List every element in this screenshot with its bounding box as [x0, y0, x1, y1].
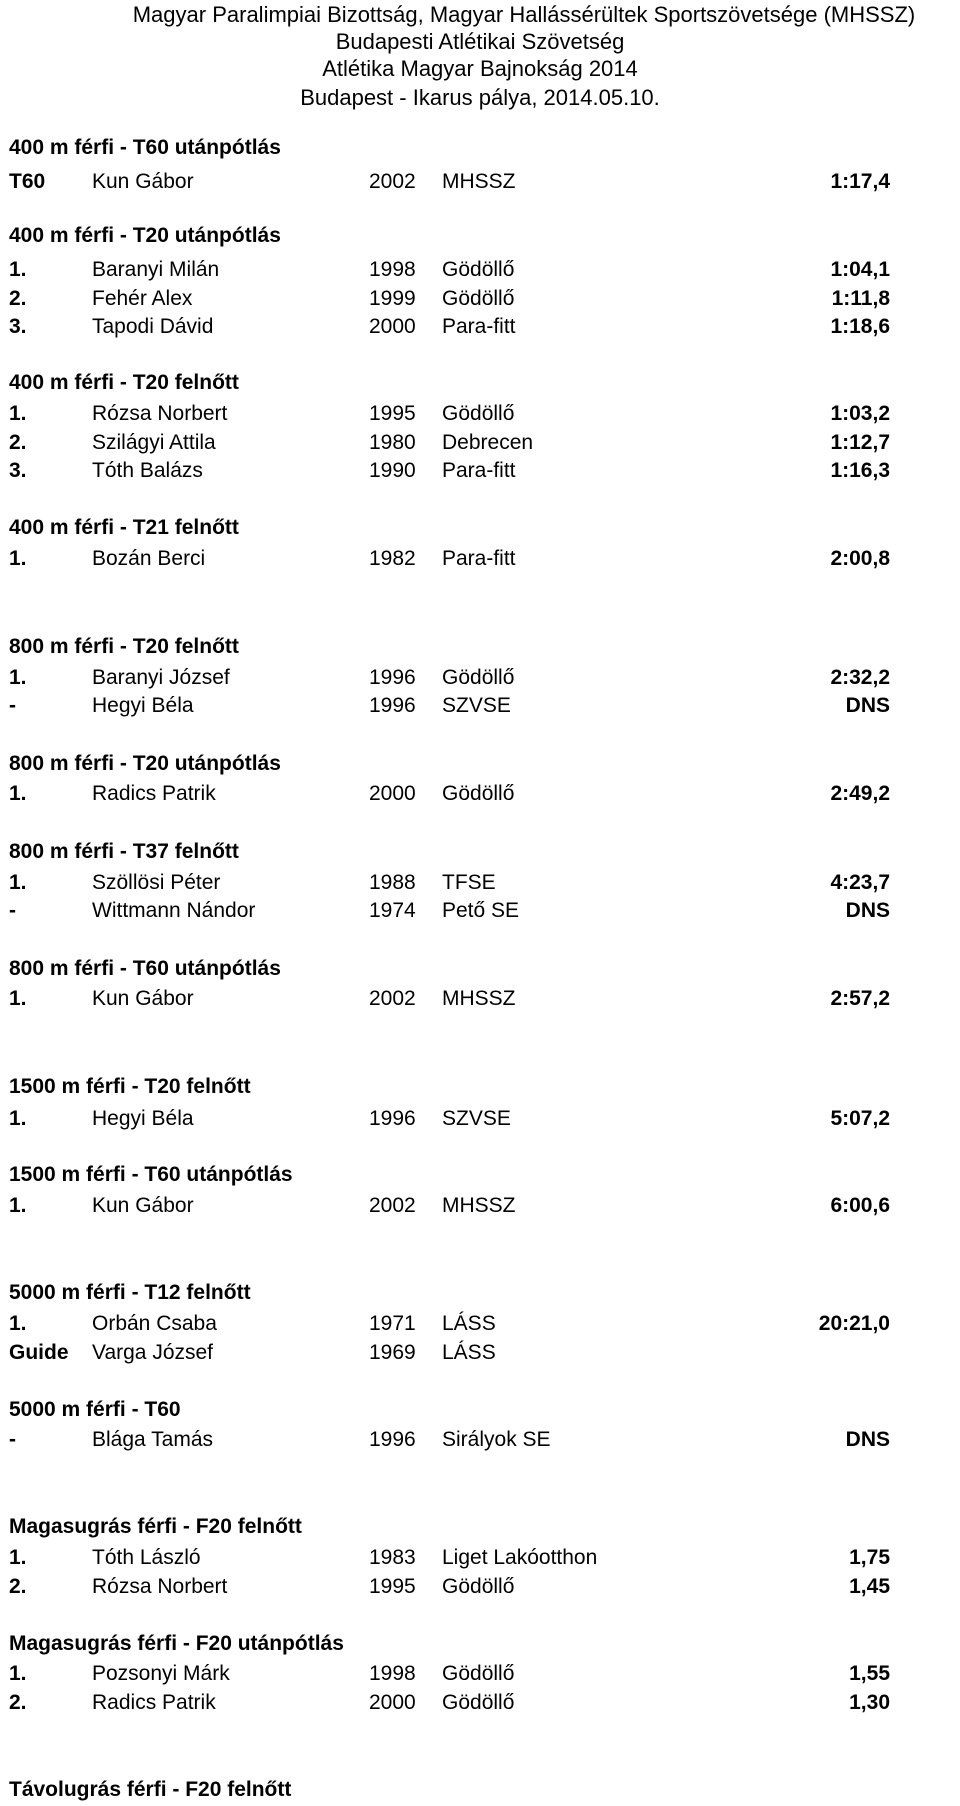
club-name: Gödöllő — [442, 782, 515, 805]
result-row — [0, 1544, 960, 1572]
birth-year: 1996 — [369, 694, 416, 717]
event-title: 800 m férfi - T60 utánpótlás — [9, 957, 281, 980]
result-value: 1:17,4 — [830, 170, 890, 193]
result-row — [0, 1310, 960, 1338]
result-value: 4:23,7 — [830, 871, 890, 894]
athlete-name: Hegyi Béla — [92, 1107, 194, 1130]
placing: 1. — [9, 987, 27, 1010]
athlete-name: Radics Patrik — [92, 782, 216, 805]
athlete-name: Tóth Balázs — [92, 459, 203, 482]
athlete-name: Kun Gábor — [92, 987, 194, 1010]
placing: - — [9, 899, 16, 922]
result-value: 2:57,2 — [830, 987, 890, 1010]
result-row — [0, 692, 960, 720]
club-name: Para-fitt — [442, 315, 516, 338]
club-name: Para-fitt — [442, 547, 516, 570]
result-value: 2:32,2 — [830, 666, 890, 689]
club-name: SZVSE — [442, 1107, 511, 1130]
birth-year: 1969 — [369, 1341, 416, 1364]
athlete-name: Kun Gábor — [92, 170, 194, 193]
result-value: DNS — [845, 694, 890, 717]
result-value: 20:21,0 — [818, 1312, 890, 1335]
result-row — [0, 985, 960, 1013]
placing: - — [9, 1428, 16, 1451]
placing: 3. — [9, 459, 27, 482]
result-row — [0, 313, 960, 341]
result-value: 2:49,2 — [830, 782, 890, 805]
result-value: 1,45 — [849, 1575, 890, 1598]
event-title: 5000 m férfi - T12 felnőtt — [9, 1281, 251, 1304]
club-name: Gödöllő — [442, 1691, 515, 1714]
event-title: 800 m férfi - T37 felnőtt — [9, 840, 239, 863]
result-row — [0, 457, 960, 485]
athlete-name: Bozán Berci — [92, 547, 206, 570]
result-value: 1:16,3 — [830, 459, 890, 482]
club-name: Gödöllő — [442, 1575, 515, 1598]
club-name: MHSSZ — [442, 170, 516, 193]
birth-year: 2002 — [369, 1194, 416, 1217]
placing: 2. — [9, 1691, 27, 1714]
result-row — [0, 429, 960, 457]
result-row — [0, 1339, 960, 1367]
result-row — [0, 780, 960, 808]
result-row — [0, 897, 960, 925]
birth-year: 1990 — [369, 459, 416, 482]
club-name: MHSSZ — [442, 1194, 516, 1217]
club-name: LÁSS — [442, 1312, 496, 1335]
result-value: 1:03,2 — [830, 402, 890, 425]
result-row — [0, 400, 960, 428]
athlete-name: Orbán Csaba — [92, 1312, 217, 1335]
birth-year: 1995 — [369, 402, 416, 425]
result-row — [0, 664, 960, 692]
athlete-name: Blága Tamás — [92, 1428, 214, 1451]
placing: 2. — [9, 1575, 27, 1598]
athlete-name: Szöllösi Péter — [92, 871, 221, 894]
result-value: 1,30 — [849, 1691, 890, 1714]
birth-year: 1980 — [369, 431, 416, 454]
event-title: 400 m férfi - T60 utánpótlás — [9, 136, 281, 159]
birth-year: 1996 — [369, 1107, 416, 1130]
placing: 2. — [9, 287, 27, 310]
athlete-name: Hegyi Béla — [92, 694, 194, 717]
athlete-name: Baranyi József — [92, 666, 230, 689]
club-name: SZVSE — [442, 694, 511, 717]
event-title: 800 m férfi - T20 utánpótlás — [9, 752, 281, 775]
event-title: 800 m férfi - T20 felnőtt — [9, 635, 239, 658]
birth-year: 2002 — [369, 987, 416, 1010]
club-name: TFSE — [442, 871, 496, 894]
birth-year: 1988 — [369, 871, 416, 894]
header-championship: Atlétika Magyar Bajnokság 2014 — [322, 56, 638, 81]
result-value: 1:18,6 — [830, 315, 890, 338]
result-row — [0, 1573, 960, 1601]
result-value: 1:04,1 — [830, 258, 890, 281]
header-organizers: Magyar Paralimpiai Bizottság, Magyar Hallássérültek Sportszövetsége (MHSSZ) — [132, 2, 916, 27]
placing: - — [9, 694, 16, 717]
athlete-name: Rózsa Norbert — [92, 402, 228, 425]
placing: 2. — [9, 431, 27, 454]
event-title: 1500 m férfi - T20 felnőtt — [9, 1075, 251, 1098]
placing: 1. — [9, 1662, 27, 1685]
club-name: Gödöllő — [442, 287, 515, 310]
placing: 1. — [9, 258, 27, 281]
placing: 1. — [9, 871, 27, 894]
result-row — [0, 168, 960, 196]
result-value: 2:00,8 — [830, 547, 890, 570]
result-value: 1,75 — [849, 1546, 890, 1569]
club-name: Gödöllő — [442, 1662, 515, 1685]
club-name: LÁSS — [442, 1341, 496, 1364]
result-row — [0, 285, 960, 313]
event-title: 400 m férfi - T21 felnőtt — [9, 516, 239, 539]
athlete-name: Rózsa Norbert — [92, 1575, 228, 1598]
result-value: DNS — [845, 1428, 890, 1451]
result-row — [0, 869, 960, 897]
athlete-name: Tapodi Dávid — [92, 315, 214, 338]
result-value: 1,55 — [849, 1662, 890, 1685]
birth-year: 2000 — [369, 782, 416, 805]
club-name: Sirályok SE — [442, 1428, 551, 1451]
birth-year: 1996 — [369, 666, 416, 689]
athlete-name: Varga József — [92, 1341, 214, 1364]
athlete-name: Pozsonyi Márk — [92, 1662, 230, 1685]
birth-year: 1998 — [369, 1662, 416, 1685]
club-name: Gödöllő — [442, 258, 515, 281]
birth-year: 1974 — [369, 899, 416, 922]
athlete-name: Szilágyi Attila — [92, 431, 216, 454]
result-value: 1:11,8 — [831, 287, 890, 310]
result-row — [0, 1105, 960, 1133]
header-venue-date: Budapest - Ikarus pálya, 2014.05.10. — [300, 85, 660, 110]
placing: T60 — [9, 170, 46, 193]
athlete-name: Fehér Alex — [92, 287, 193, 310]
club-name: Gödöllő — [442, 402, 515, 425]
birth-year: 1983 — [369, 1546, 416, 1569]
club-name: Gödöllő — [442, 666, 515, 689]
birth-year: 1982 — [369, 547, 416, 570]
result-row — [0, 1660, 960, 1688]
result-row — [0, 1689, 960, 1717]
result-value: 6:00,6 — [830, 1194, 890, 1217]
event-title: Magasugrás férfi - F20 utánpótlás — [9, 1632, 344, 1655]
result-row — [0, 256, 960, 284]
result-value: 1:12,7 — [830, 431, 890, 454]
placing: 1. — [9, 1546, 27, 1569]
athlete-name: Kun Gábor — [92, 1194, 194, 1217]
placing: 1. — [9, 402, 27, 425]
event-title: 400 m férfi - T20 utánpótlás — [9, 224, 281, 247]
placing: 1. — [9, 666, 27, 689]
birth-year: 2000 — [369, 315, 416, 338]
result-value: 5:07,2 — [830, 1107, 890, 1130]
birth-year: 1995 — [369, 1575, 416, 1598]
club-name: Debrecen — [442, 431, 534, 454]
club-name: Pető SE — [442, 899, 520, 922]
athlete-name: Radics Patrik — [92, 1691, 216, 1714]
event-title: 1500 m férfi - T60 utánpótlás — [9, 1163, 293, 1186]
placing: 3. — [9, 315, 27, 338]
result-value: DNS — [845, 899, 890, 922]
athlete-name: Baranyi Milán — [92, 258, 220, 281]
placing: 1. — [9, 1194, 27, 1217]
event-title: Távolugrás férfi - F20 felnőtt — [9, 1778, 292, 1801]
club-name: Liget Lakóotthon — [442, 1546, 598, 1569]
placing: 1. — [9, 1312, 27, 1335]
club-name: MHSSZ — [442, 987, 516, 1010]
event-title: 5000 m férfi - T60 — [9, 1398, 181, 1421]
birth-year: 2000 — [369, 1691, 416, 1714]
event-title: Magasugrás férfi - F20 felnőtt — [9, 1515, 302, 1538]
placing: 1. — [9, 782, 27, 805]
birth-year: 1999 — [369, 287, 416, 310]
athlete-name: Tóth László — [92, 1546, 201, 1569]
result-row — [0, 545, 960, 573]
club-name: Para-fitt — [442, 459, 516, 482]
placing: 1. — [9, 547, 27, 570]
birth-year: 2002 — [369, 170, 416, 193]
result-row — [0, 1426, 960, 1454]
birth-year: 1996 — [369, 1428, 416, 1451]
birth-year: 1998 — [369, 258, 416, 281]
athlete-name: Wittmann Nándor — [92, 899, 256, 922]
header-association: Budapesti Atlétikai Szövetség — [335, 29, 625, 54]
birth-year: 1971 — [369, 1312, 416, 1335]
placing: 1. — [9, 1107, 27, 1130]
result-row — [0, 1192, 960, 1220]
event-title: 400 m férfi - T20 felnőtt — [9, 371, 239, 394]
placing: Guide — [9, 1341, 69, 1364]
